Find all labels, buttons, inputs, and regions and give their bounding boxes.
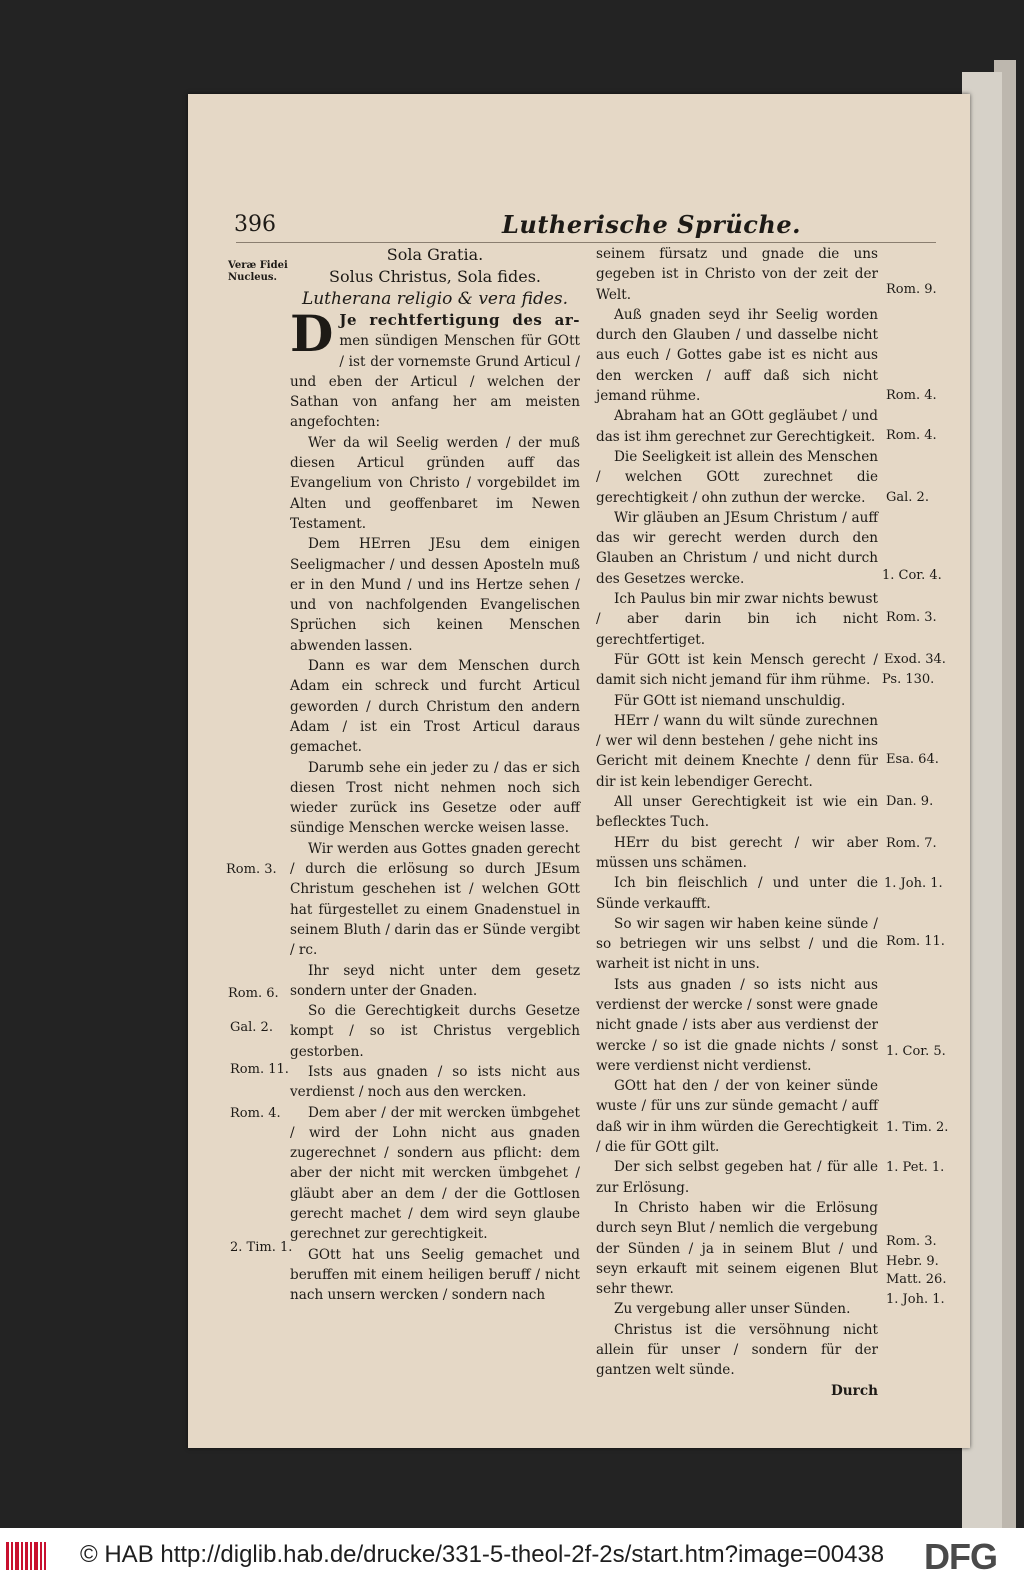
margin-ref-left: Gal. 2. (230, 1020, 273, 1035)
page-number: 396 (234, 212, 276, 237)
marginal-note-top: Veræ Fidei Nucleus. (228, 260, 288, 283)
margin-ref-right: Hebr. 9. (886, 1254, 939, 1269)
paragraph: Ists aus gnaden / so ists nicht aus verdienst der wercke / sonst were gnade nicht gnade / ists aber aus verdienst der wercke / so ist die gnade nichts / sonst were verdienst nicht verdienst. (596, 976, 878, 1074)
margin-ref-right: 1. Cor. 5. (886, 1044, 946, 1059)
header-rule (236, 242, 936, 243)
paragraph: So die Gerechtigkeit durchs Gesetze kompt / so ist Christus vergeblich gestorben. (290, 1003, 580, 1060)
paragraph: HErr du bist gerecht / wir aber müssen uns schämen. (596, 834, 878, 871)
paragraph: In Christo haben wir die Erlösung durch seyn Blut / nemlich die vergebung der Sünden / ja in seinem Blut / und seyn erkauft mit seinem eigenen Blut sehr thewr. (596, 1199, 878, 1298)
margin-ref-right: Rom. 9. (886, 282, 937, 297)
paragraph: So wir sagen wir haben keine sünde / so betriegen wir uns selbst / und die warheit ist nicht in uns. (596, 915, 878, 973)
margin-ref-right: Rom. 7. (886, 836, 937, 851)
right-column (596, 244, 878, 1401)
dropcap: D (290, 304, 334, 363)
paragraph: Ihr seyd nicht unter dem gesetz sondern unter der Gnaden. (290, 962, 580, 999)
book-page (188, 94, 970, 1448)
dfg-logo: DFG (924, 1536, 997, 1577)
margin-ref-right: Rom. 4. (886, 428, 937, 443)
viewer-footer (0, 1528, 1024, 1586)
paragraph: Zu vergebung aller unser Sünden. (614, 1301, 851, 1318)
paragraph: Wer da wil Seelig werden / der muß diesen Articul gründen auff das Evangelium von Christo / vorgebildet im Alten und geoffenbaret im Newen Testament. (290, 434, 580, 532)
paragraph: Ich Paulus bin mir zwar nichts bewust / aber darin bin ich nicht gerechtfertiget. (596, 591, 878, 648)
paragraph: Dann es war dem Menschen durch Adam ein schreck und furcht Articul geworden / durch Christum den andern Adam / ist ein Trost Articul daraus gemachet. (290, 658, 580, 756)
paragraph: Dem HErren JEsu dem einigen Seeligmacher / und dessen Aposteln muß er in den Mund / und ins Hertze sehen / und von nachfolgenden Evangelischen Sprüchen sich keinen Menschen abwenden lassen. (290, 536, 580, 654)
heading-line-1: Sola Gratia. (386, 245, 484, 264)
margin-ref-left: Rom. 4. (230, 1106, 281, 1121)
barcode-icon (6, 1542, 46, 1570)
running-title: Lutherische Sprüche. (502, 210, 801, 239)
heading-line-3: Lutherana religio & vera fides. (301, 289, 569, 309)
paragraph: Dem aber / der mit wercken ümbgehet / wird der Lohn nicht aus gnaden zugerechnet / sondern aus pflicht: dem aber der nicht mit wercken ümbgehet / gläubt aber an dem / der die Gottlosen gerecht machet / dem wird seyn glaube gerechnet zur gerechtigkeit. (290, 1104, 580, 1243)
margin-ref-right: Matt. 26. (886, 1272, 947, 1287)
margin-ref-right: Exod. 34. (884, 652, 946, 667)
paragraph: Ich bin fleischlich / und unter die Sünde verkaufft. (596, 875, 878, 912)
first-paragraph (290, 304, 580, 433)
margin-ref-left: Rom. 3. (226, 862, 277, 877)
catchword: Durch (831, 1382, 878, 1399)
margin-ref-right: 1. Joh. 1. (886, 1292, 945, 1307)
heading-line-2: Solus Christus, Sola fides. (329, 267, 541, 286)
first-paragraph-text: men sündigen Menschen für GOtt / ist der vornemste Grund Articul / und eben der Articul / welchen der Sathan von anfang her am meisten angefochten: (290, 333, 580, 431)
paragraph: seinem fürsatz und gnade die uns gegeben ist in Christo von der zeit der Welt. (596, 246, 878, 303)
margin-ref-right: Rom. 4. (886, 388, 937, 403)
margin-ref-right: Rom. 11. (886, 934, 945, 949)
margin-ref-right: 1. Tim. 2. (886, 1120, 949, 1135)
margin-ref-left: 2. Tim. 1. (230, 1240, 293, 1255)
paragraph: Abraham hat an GOtt gegläubet / und das ist ihm gerechnet zur Gerechtigkeit. (596, 408, 878, 445)
margin-ref-right: 1. Pet. 1. (886, 1160, 945, 1175)
paragraph: Auß gnaden seyd ihr Seelig worden durch den Glauben / und dasselbe nicht aus euch / Gottes gabe ist es nicht aus den wercken / auff daß sich nicht jemand rühme. (596, 306, 878, 405)
paragraph: Darumb sehe ein jeder zu / das er sich diesen Trost nicht nehmen noch sich wieder zurück ins Gesetze oder auff sündige Menschen wercke weisen lasse. (290, 759, 580, 837)
paragraph: All unser Gerechtigkeit ist wie ein beflecktes Tuch. (596, 794, 878, 831)
margin-ref-right: Ps. 130. (882, 672, 935, 687)
paragraph: HErr / wann du wilt sünde zurechnen / wer wil denn bestehen / gehe nicht ins Gericht mit deinem Knechte / denn für dir ist kein lebendiger Gerecht. (596, 712, 878, 790)
left-column (290, 244, 580, 1306)
page-header (234, 212, 854, 242)
paragraph: Wir werden aus Gottes gnaden gerecht / durch die erlösung so durch JEsum Christum geschehen ist / welchen GOtt hat fürgestellet zu einem Gnadenstuel in seinem Bluth / darin das er Sünde vergibt / rc. (290, 840, 580, 959)
paragraph: Für GOtt ist kein Mensch gerecht / damit sich nicht jemand für ihm rühme. (596, 651, 878, 689)
lead-text: Je rechtfertigung des ar- (339, 311, 580, 329)
copyright-link[interactable]: © HAB http://diglib.hab.de/drucke/331-5-theol-2f-2s/start.htm?image=00438 (80, 1541, 885, 1568)
paragraph: Für GOtt ist niemand unschuldig. (614, 692, 846, 709)
paragraph: Christus ist die versöhnung nicht allein für unser / sondern für der gantzen welt sünde. (596, 1321, 878, 1379)
paragraph: GOtt hat den / der von keiner sünde wuste / für uns zur sünde gemacht / auff daß wir in ihm würden die Gerechtigkeit / die für GOtt gilt. (596, 1078, 878, 1156)
paragraph: GOtt hat uns Seelig gemachet und beruffen mit einem heiligen beruff / nicht nach unsern wercken / sondern nach (290, 1246, 580, 1304)
paragraph: Der sich selbst gegeben hat / für alle zur Erlösung. (596, 1159, 878, 1196)
paragraph: Die Seeligkeit ist allein des Menschen / welchen GOtt zurechnet die gerechtigkeit / ohn zuthun der wercke. (596, 448, 878, 506)
paragraph: Ists aus gnaden / so ists nicht aus verdienst / noch aus den wercken. (290, 1063, 580, 1101)
margin-ref-right: 1. Joh. 1. (884, 876, 943, 891)
margin-ref-left: Rom. 11. (230, 1062, 289, 1077)
paragraph: Wir gläuben an JEsum Christum / auff das wir gerecht werden durch den Glauben an Christum / und nicht durch des Gesetzes wercke. (596, 509, 878, 587)
margin-ref-right: Gal. 2. (886, 490, 929, 505)
margin-ref-right: Rom. 3. (886, 610, 937, 625)
margin-ref-right: 1. Cor. 4. (882, 568, 942, 583)
margin-ref-right: Dan. 9. (886, 794, 934, 809)
margin-ref-right: Esa. 64. (886, 752, 939, 767)
margin-ref-right: Rom. 3. (886, 1234, 937, 1249)
margin-ref-left: Rom. 6. (228, 986, 279, 1001)
